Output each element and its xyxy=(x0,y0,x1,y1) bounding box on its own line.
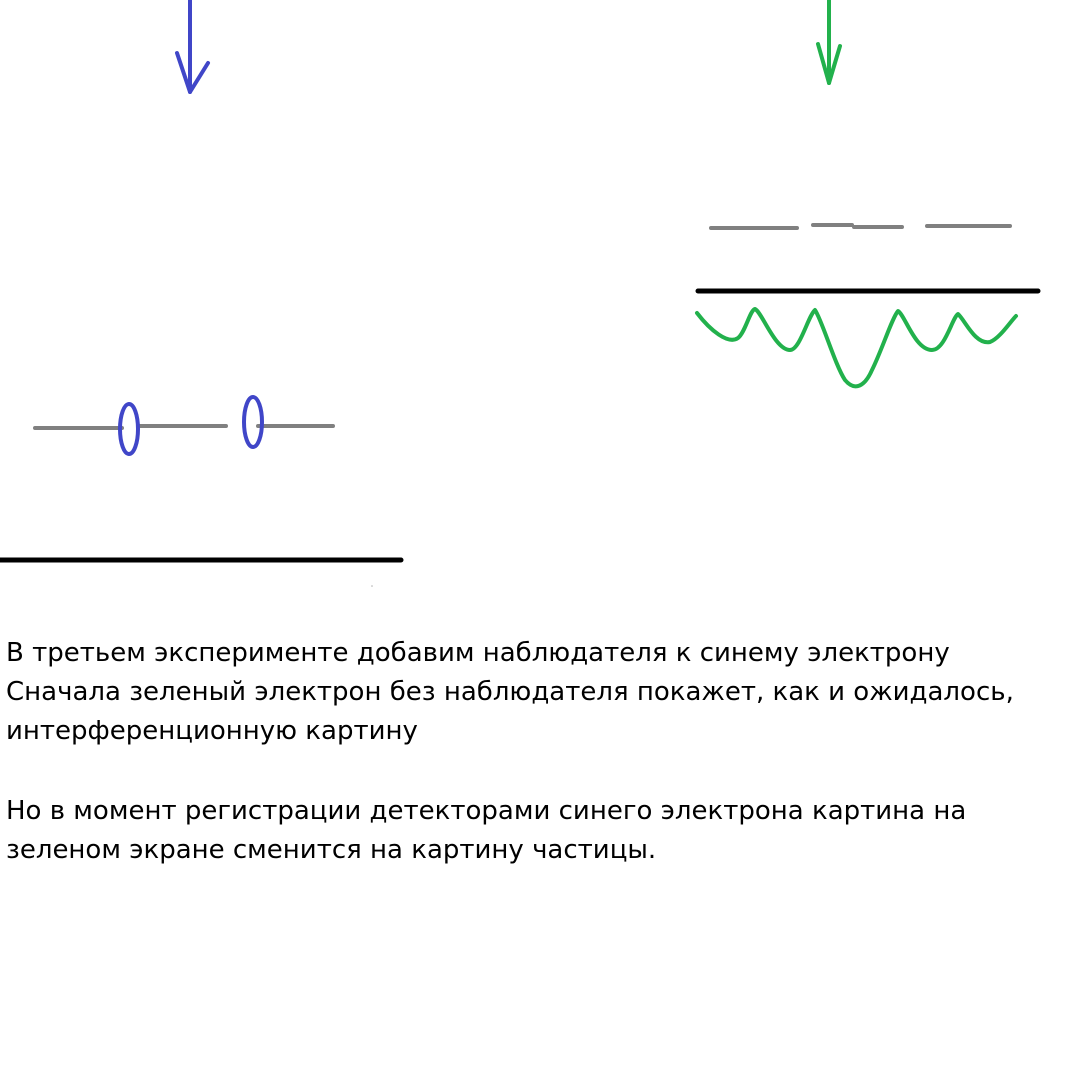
caption-line: Сначала зеленый электрон без наблюдателя покажет, как и ожидалось, xyxy=(6,677,1014,707)
green-electron-setup xyxy=(697,0,1038,386)
caption-line: зеленом экране сменится на картину частицы. xyxy=(6,835,657,865)
blue-electron-arrow xyxy=(177,0,208,92)
green-electron-arrow xyxy=(818,0,840,83)
caption-line: В третьем эксперименте добавим наблюдателя к синему электрону xyxy=(6,638,950,668)
caption xyxy=(6,634,1074,870)
blue-electron-setup xyxy=(0,0,401,560)
paragraph-gap xyxy=(6,751,1074,792)
caption-line: интерференционную картину xyxy=(6,716,418,746)
interference-pattern xyxy=(697,309,1016,386)
green-slit-barrier xyxy=(711,225,1010,228)
detector-right xyxy=(244,397,262,447)
blue-slit-barrier xyxy=(35,426,333,428)
caption-line: Но в момент регистрации детекторами синего электрона картина на xyxy=(6,796,967,826)
stray-dot xyxy=(371,585,373,587)
